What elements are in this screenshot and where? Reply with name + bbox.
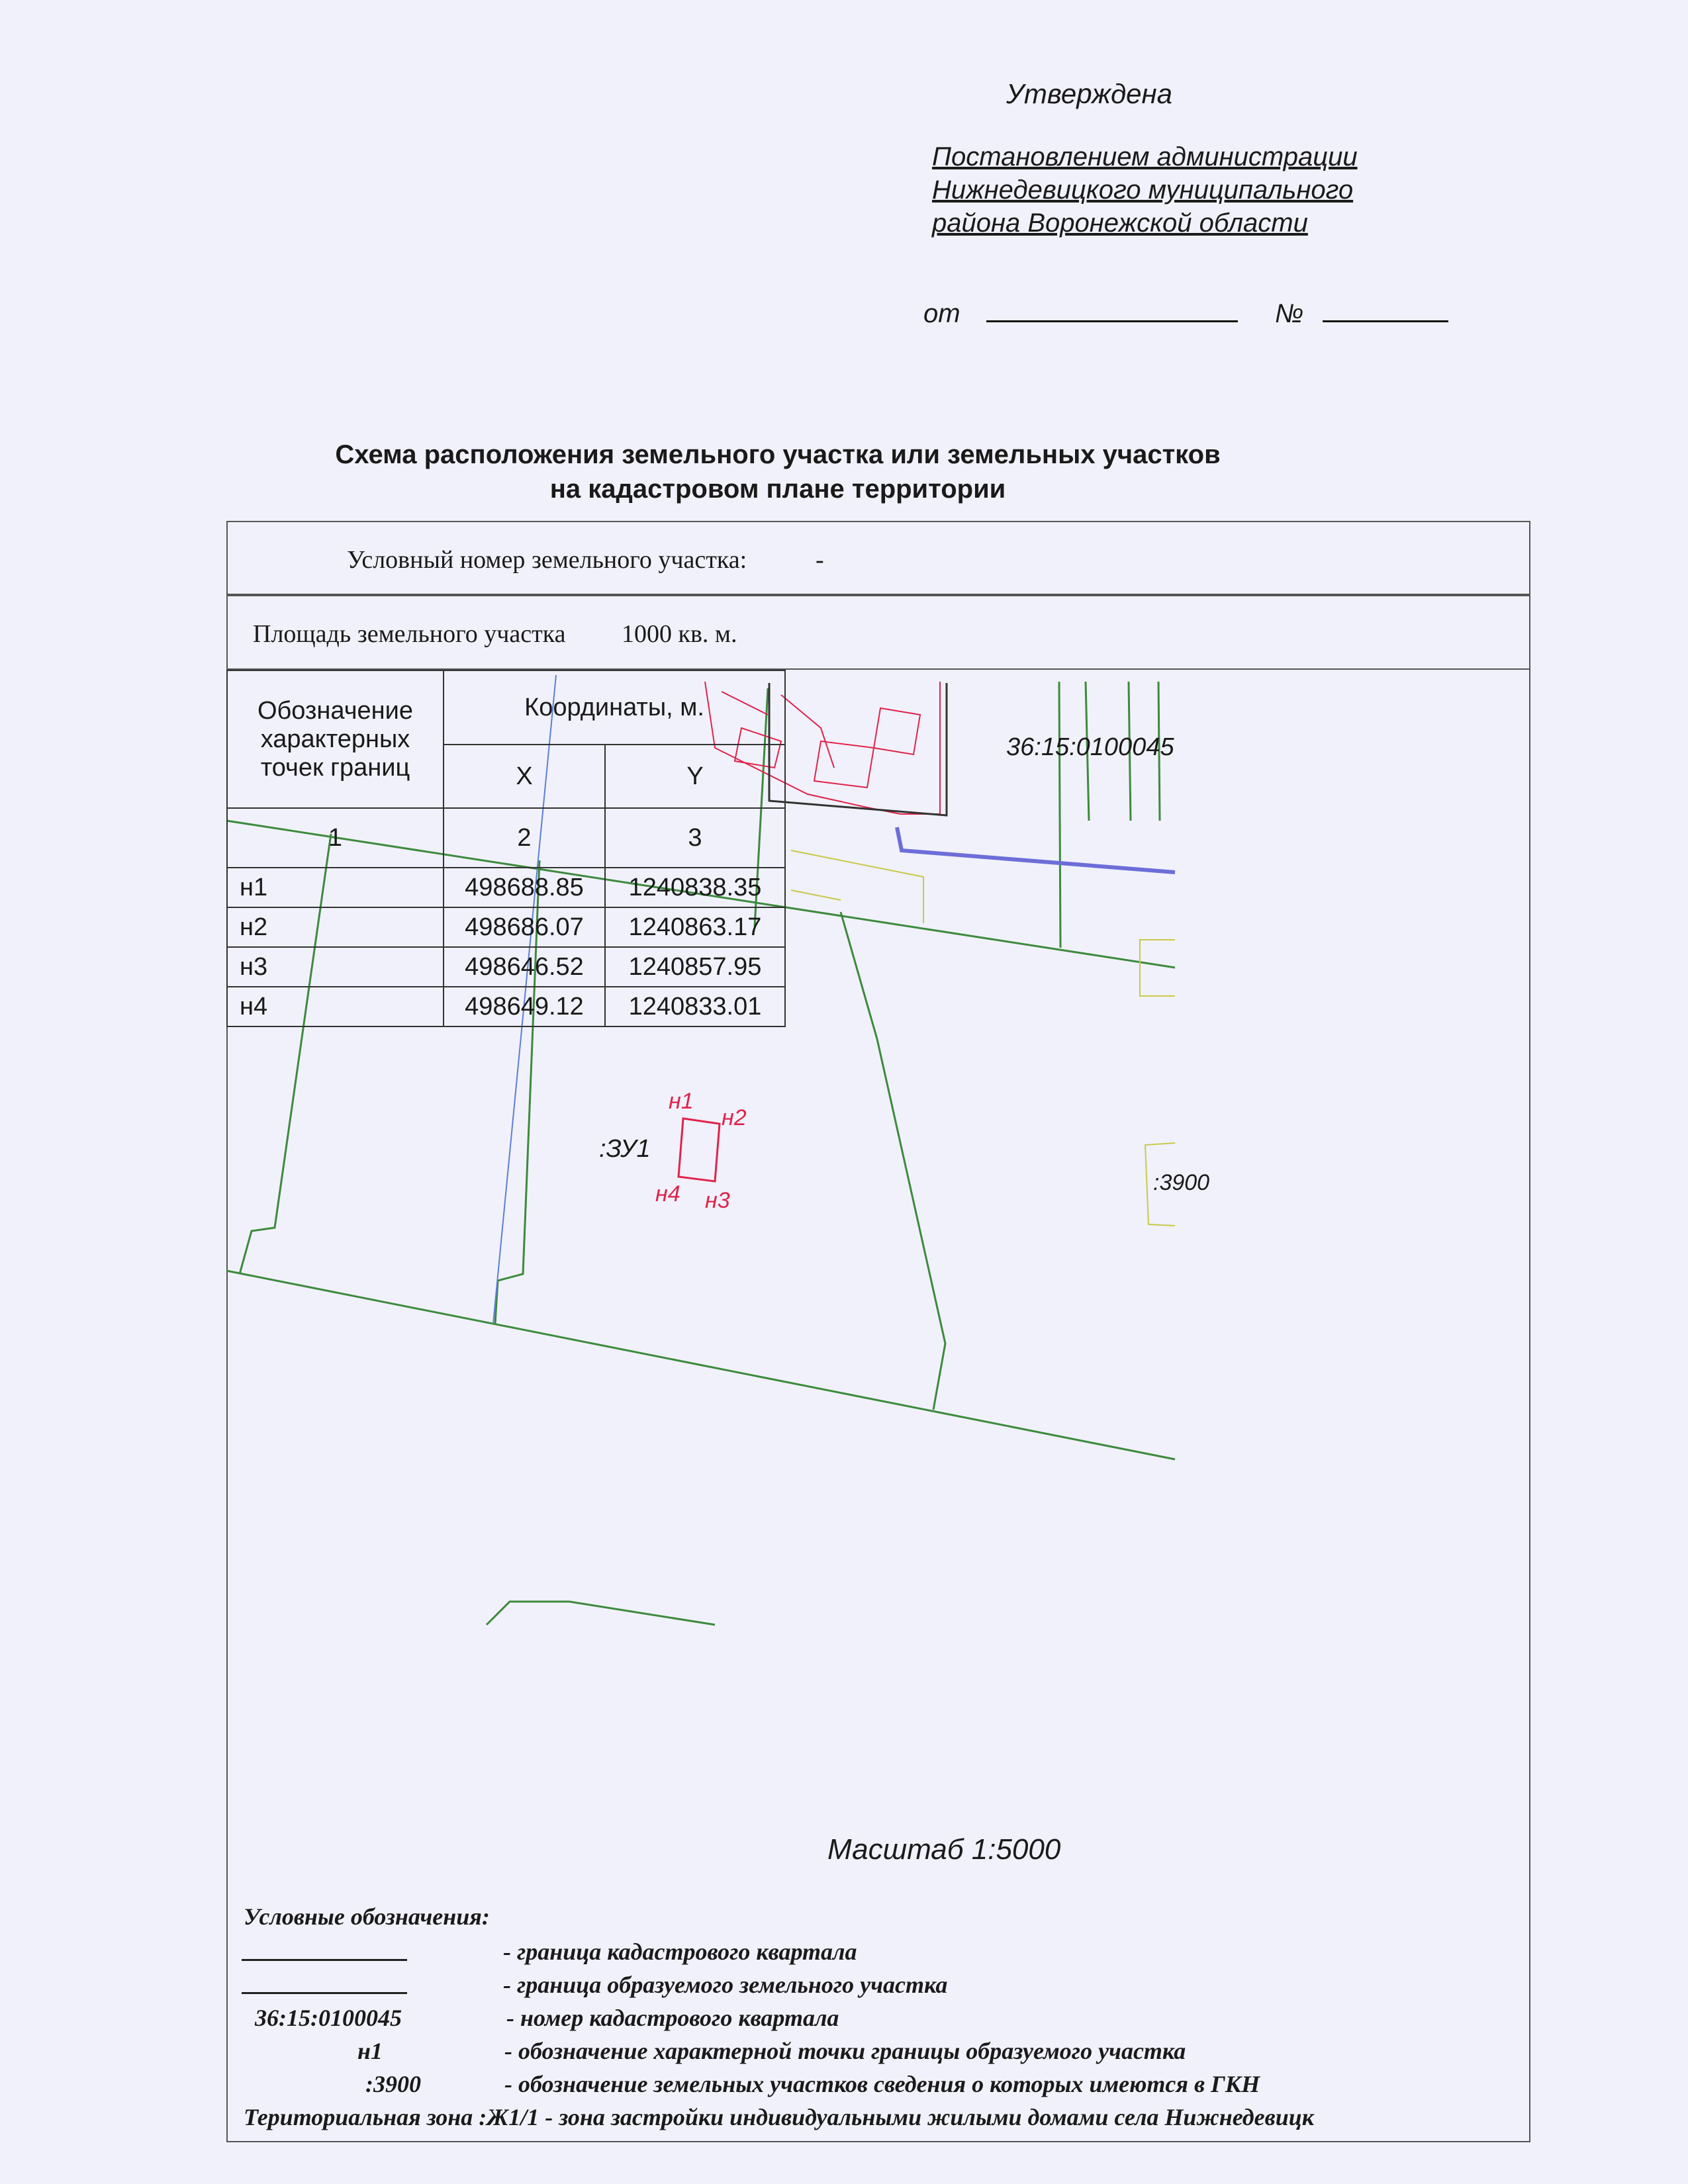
coordinates-table [226,670,786,1027]
point-y: 1240838.35 [605,868,785,907]
document-title-line1: Схема расположения земельного участка или земельных участков [335,440,1221,469]
new-parcel-boundary [679,1118,720,1181]
number-prefix: № [1274,299,1304,328]
points-header-line3: точек границ [260,753,410,782]
date-prefix: от [923,299,961,328]
quarter-boundary [841,912,945,1410]
area-label: Площадь земельного участка [253,620,566,648]
legend-quarter-line [242,1959,407,1961]
decree-line-1: Постановлением администрации [932,142,1358,171]
parcel-label: :ЗУ1 [599,1135,651,1163]
registered-parcel [1140,940,1175,996]
legend-item-quarter-boundary: - граница кадастрового квартала [503,1938,857,1965]
table-row [227,907,785,947]
point-label-n1: н1 [669,1089,694,1114]
coords-header: Координаты, м. [444,670,785,745]
legend-item-gkn: - обозначение земельных участков сведения о которых имеются в ГКН [504,2071,1260,2097]
existing-parcel-label: :3900 [1153,1170,1210,1195]
point-x: 498646.52 [444,947,605,987]
point-name: н4 [227,987,444,1026]
x-header: X [444,745,605,808]
point-y: 1240863.17 [605,907,785,947]
registered-parcel [791,850,923,923]
legend-heading: Условные обозначения: [244,1903,490,1930]
territorial-zone: Териториальная зона :Ж1/1 - зона застройки индивидуальными жилыми домами села Нижнедевицк [244,2104,1314,2130]
col-number-1: 1 [227,808,444,868]
conditional-number-value: - [816,546,824,574]
approved-label: Утверждена [1006,78,1173,109]
table-row [227,987,785,1026]
quarter-boundary [1059,682,1060,948]
legend-symbol-point: н1 [357,2038,383,2064]
map-scale: Масштаб 1:5000 [827,1833,1061,1866]
block-edge [769,683,947,815]
table-row [227,868,785,907]
point-x: 498649.12 [444,987,605,1026]
table-row [227,947,785,987]
y-header: Y [605,745,785,808]
legend-symbol-quarter-number: 36:15:0100045 [255,2005,402,2031]
quarter-boundary [487,1602,715,1625]
decree-line-3: района Воронежской области [932,208,1308,238]
point-label-n2: н2 [722,1105,747,1130]
point-label-n4: н4 [655,1181,680,1206]
area-value: 1000 кв. м. [622,620,737,648]
point-x: 498686.07 [444,907,605,947]
quarter-boundary [226,1271,1175,1459]
legend-symbol-gkn: :3900 [365,2071,421,2097]
point-name: н2 [227,907,444,947]
decree-line-2: Нижнедевицкого муниципального [932,175,1354,205]
points-header-line1: Обозначение [257,696,413,725]
quarter-number-label: 36:15:0100045 [1006,733,1174,761]
point-y: 1240857.95 [605,947,785,987]
point-label-n3: н3 [705,1188,730,1213]
point-x: 498688.85 [444,868,605,907]
points-header-line2: характерных [260,725,410,753]
document-title-line2: на кадастровом плане территории [549,475,1006,504]
legend-parcel-line [242,1992,407,1994]
points-header [227,670,444,808]
col-number-3: 3 [605,808,785,868]
legend-item-point: - обозначение характерной точки границы образуемого участка [504,2038,1186,2064]
point-name: н1 [227,868,444,907]
conditional-number-label: Условный номер земельного участка: [347,546,747,574]
legend-item-quarter-number: - номер кадастрового квартала [506,2005,839,2031]
point-y: 1240833.01 [605,987,785,1026]
legend-item-parcel-boundary: - граница образуемого земельного участка [503,1972,948,1998]
point-name: н3 [227,947,444,987]
col-number-2: 2 [444,808,605,868]
road [897,827,1175,872]
